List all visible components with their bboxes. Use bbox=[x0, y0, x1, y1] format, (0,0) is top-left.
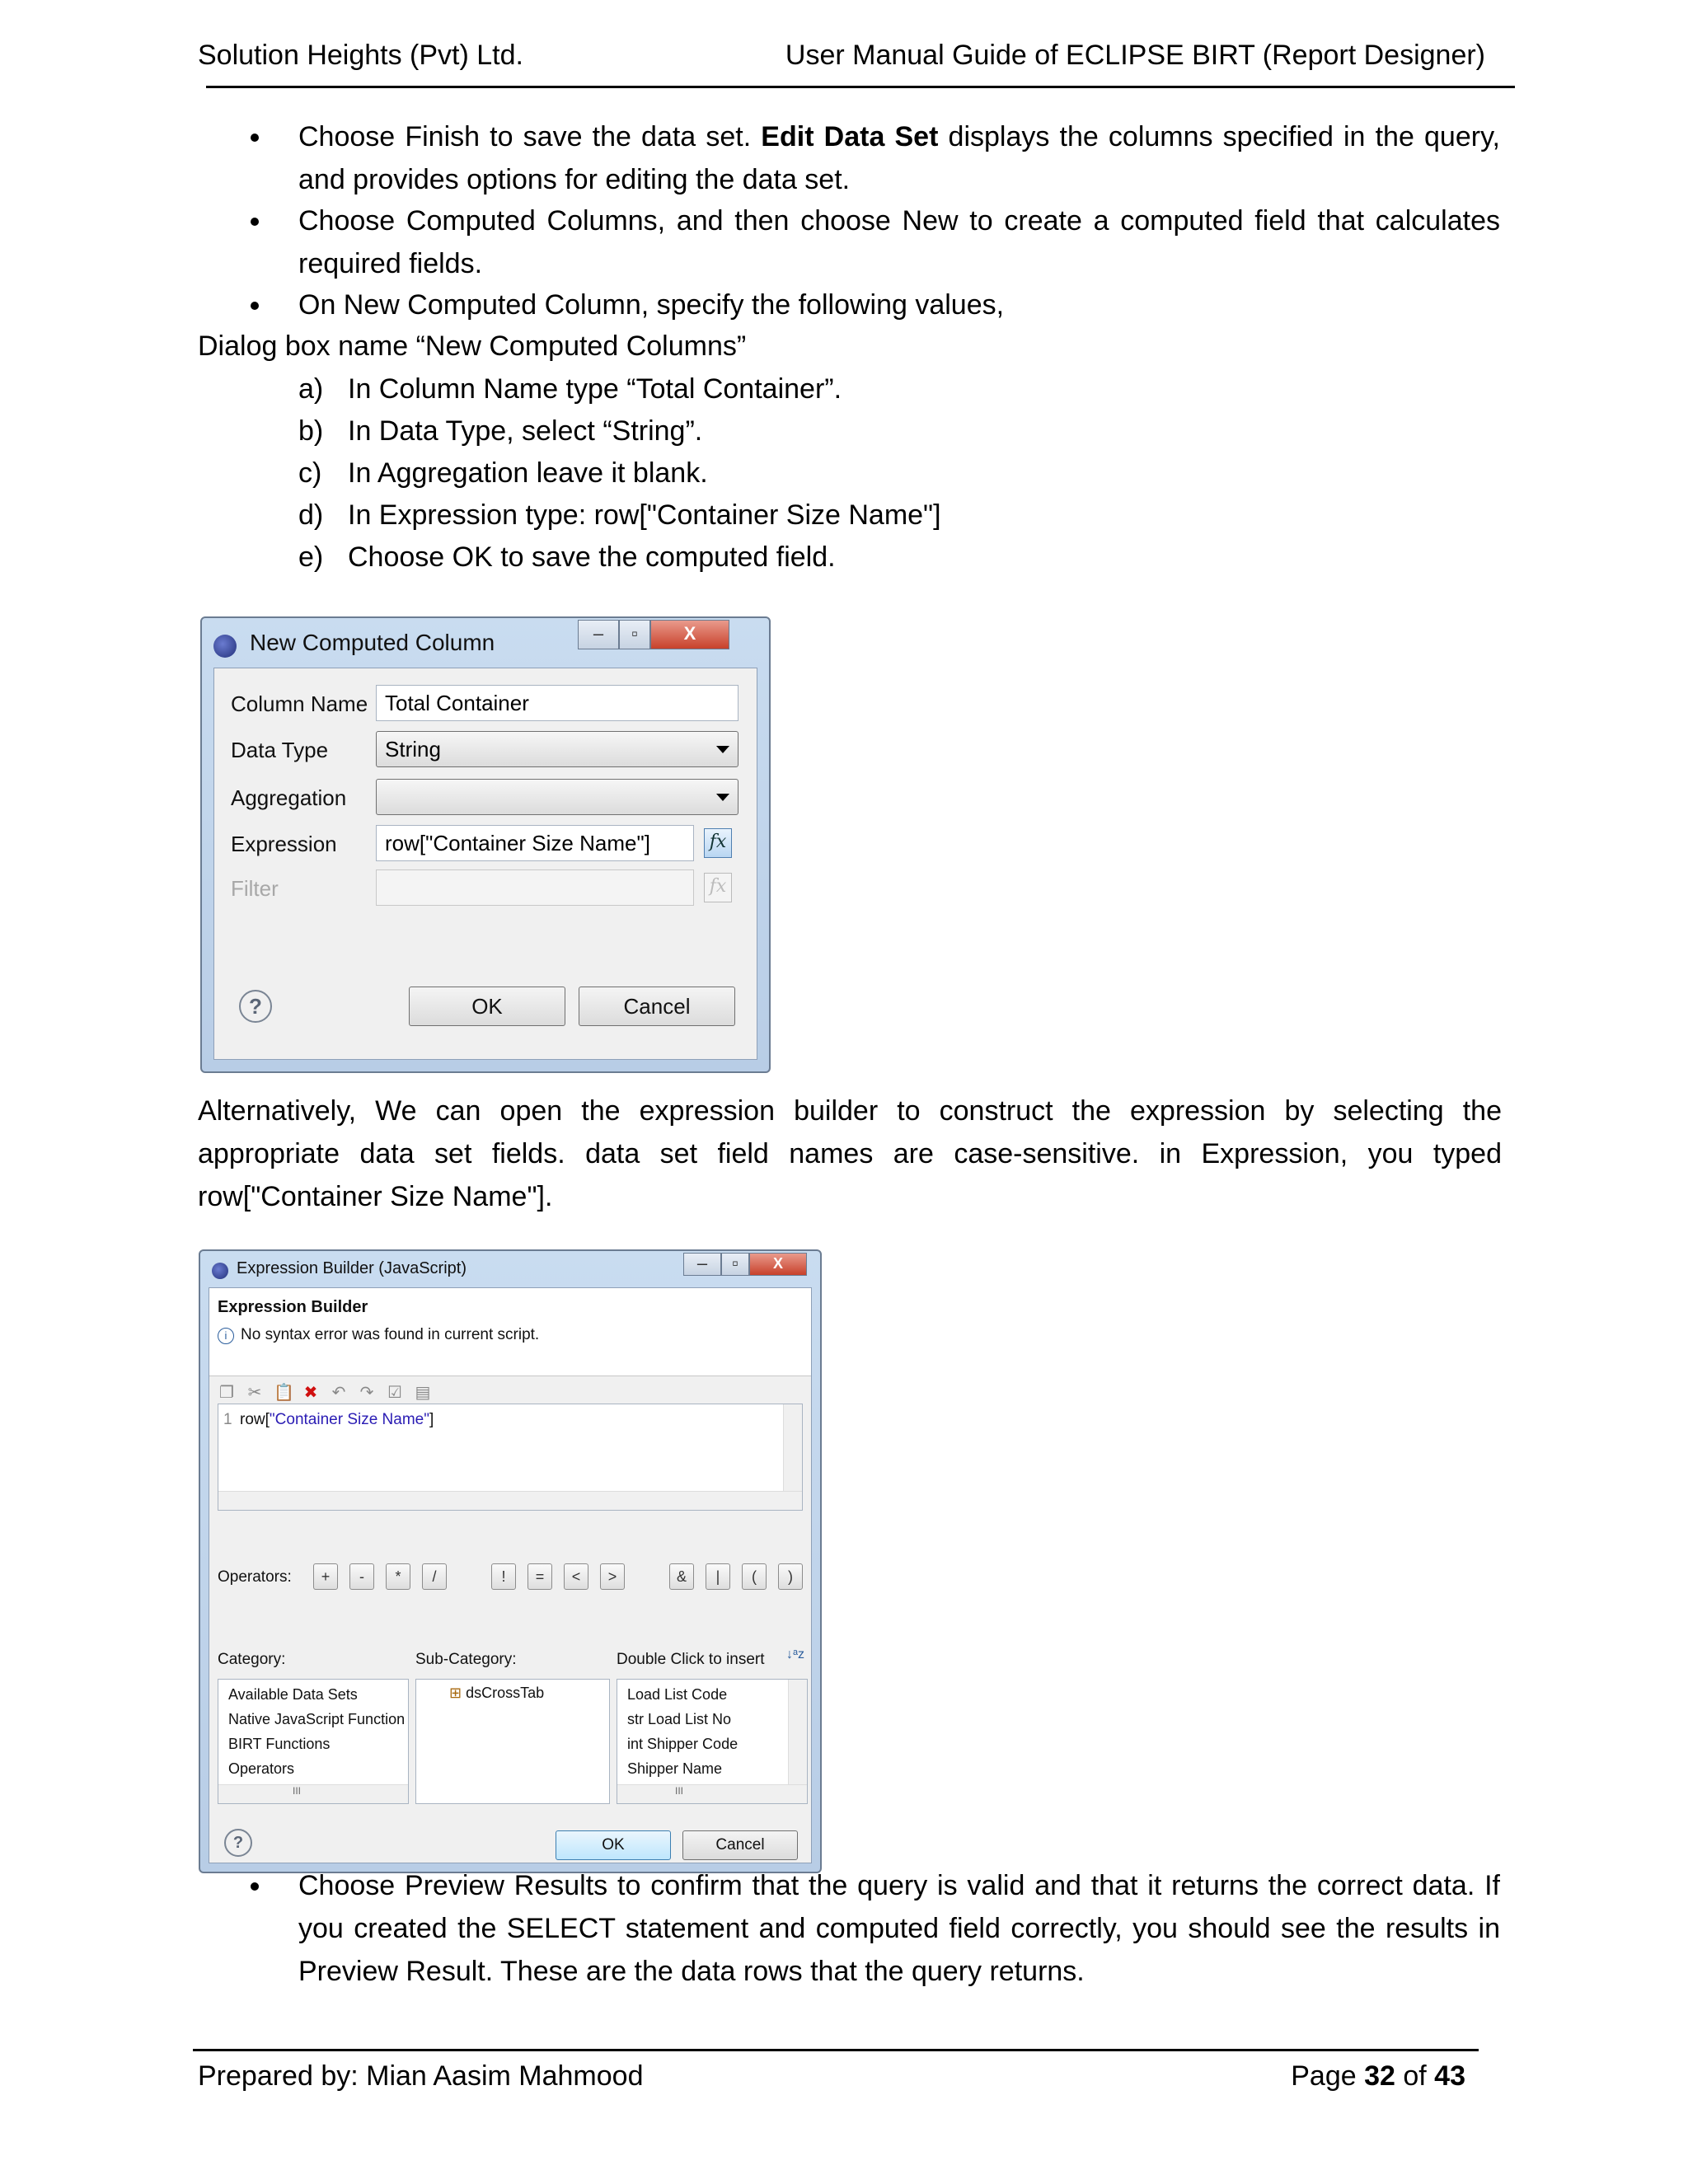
builder-heading: Expression Builder bbox=[218, 1298, 368, 1316]
header-rule bbox=[206, 86, 1515, 88]
dialog-title: Expression Builder (JavaScript) bbox=[237, 1259, 467, 1277]
chevron-down-icon bbox=[716, 746, 729, 753]
list-item[interactable]: str Load List No bbox=[627, 1711, 732, 1727]
info-icon: i bbox=[218, 1328, 234, 1344]
list-item[interactable]: Operators bbox=[228, 1760, 295, 1777]
edit-data-set-term: Edit Data Set bbox=[761, 121, 939, 152]
copy-icon[interactable]: ❐ bbox=[219, 1384, 234, 1402]
list-item[interactable]: Native JavaScript Function bbox=[228, 1711, 406, 1727]
ok-button[interactable]: OK bbox=[556, 1830, 671, 1860]
editor-horizontal-scrollbar[interactable] bbox=[218, 1491, 802, 1510]
operator-divide-button[interactable]: / bbox=[422, 1563, 447, 1590]
help-icon[interactable]: ? bbox=[224, 1829, 252, 1857]
alternatively-paragraph: Alternatively, We can open the expression builder to construct the expression by selecting the appropriate data set fields. data set field names are case-sensitive. in Expression, you typed row["Container Size Name"]. bbox=[198, 1095, 1502, 1212]
bullet-finish: Choose Finish to save the data set. Edit Data Set displays the columns specified in the query, and provides options for editing the data set. bbox=[298, 121, 1500, 195]
dialog-body bbox=[213, 668, 757, 1060]
expression-builder-dialog bbox=[199, 1249, 822, 1873]
fields-vertical-scrollbar[interactable] bbox=[788, 1680, 807, 1785]
footer-page-number: Page 32 of 43 bbox=[1291, 2060, 1465, 2092]
category-horizontal-scrollbar[interactable]: III bbox=[218, 1784, 408, 1803]
editor-vertical-scrollbar[interactable] bbox=[783, 1404, 802, 1492]
header-manual-title: User Manual Guide of ECLIPSE BIRT (Report Designer) bbox=[785, 40, 1485, 71]
cut-icon[interactable]: ✂ bbox=[247, 1384, 262, 1402]
data-type-label: Data Type bbox=[231, 738, 329, 762]
close-button[interactable] bbox=[650, 620, 729, 649]
operator-minus-button[interactable]: - bbox=[349, 1563, 374, 1590]
step-a: a) In Column Name type “Total Container”. bbox=[298, 373, 842, 405]
ok-button[interactable]: OK bbox=[409, 987, 565, 1026]
operator-or-button[interactable]: | bbox=[706, 1563, 730, 1590]
expression-builder-fx-icon[interactable]: fx bbox=[704, 828, 732, 858]
line-number: 1 bbox=[223, 1411, 232, 1428]
paste-icon[interactable]: 📋 bbox=[274, 1384, 294, 1402]
aggregation-select[interactable] bbox=[376, 779, 738, 815]
dialog-title: New Computed Column bbox=[250, 630, 495, 655]
bullet-new-computed-column: On New Computed Column, specify the following values, bbox=[298, 289, 1005, 321]
operator-and-button[interactable]: & bbox=[669, 1563, 694, 1590]
operator-less-button[interactable]: < bbox=[564, 1563, 588, 1590]
dialog-body bbox=[209, 1287, 812, 1863]
list-item[interactable]: Shipper Name bbox=[627, 1760, 723, 1777]
operator-not-button[interactable]: ! bbox=[491, 1563, 516, 1590]
subcategory-label: Sub-Category: bbox=[415, 1651, 517, 1668]
calculate-icon[interactable]: ▤ bbox=[415, 1384, 431, 1402]
category-label: Category: bbox=[218, 1651, 286, 1668]
minimize-button[interactable]: – bbox=[578, 620, 619, 649]
validate-icon[interactable]: ☑ bbox=[387, 1384, 402, 1402]
bullet-preview-results: Choose Preview Results to confirm that the query is valid and that it returns the correct data. If you created the SELECT statement and computed field correctly, you should see the results in Preview Result. These are the data rows that the query returns. bbox=[298, 1870, 1500, 1987]
footer-rule bbox=[193, 2049, 1479, 2051]
expression-input[interactable]: row["Container Size Name"] bbox=[376, 825, 694, 861]
operator-multiply-button[interactable]: * bbox=[386, 1563, 410, 1590]
eclipse-icon bbox=[213, 635, 237, 658]
insert-label: Double Click to insert bbox=[617, 1651, 765, 1668]
bullet-computed-columns: Choose Computed Columns, and then choose New to create a computed field that calculates required fields. bbox=[298, 205, 1500, 279]
list-item[interactable]: ⊞ dsCrossTab bbox=[449, 1685, 545, 1701]
step-d: d) In Expression type: row["Container Size Name"] bbox=[298, 499, 941, 531]
column-name-input[interactable]: Total Container bbox=[376, 685, 738, 721]
sort-az-icon[interactable]: ↓ᵃz bbox=[786, 1647, 804, 1661]
cancel-button[interactable]: Cancel bbox=[682, 1830, 798, 1860]
cancel-button[interactable]: Cancel bbox=[579, 987, 735, 1026]
header-company: Solution Heights (Pvt) Ltd. bbox=[198, 40, 523, 71]
minimize-button[interactable]: – bbox=[683, 1253, 721, 1276]
operator-close-paren-button[interactable]: ) bbox=[778, 1563, 803, 1590]
operator-open-paren-button[interactable]: ( bbox=[742, 1563, 767, 1590]
code-line: row["Container Size Name"] bbox=[240, 1411, 434, 1428]
step-e: e) Choose OK to save the computed field. bbox=[298, 541, 836, 573]
eclipse-icon bbox=[212, 1263, 228, 1279]
help-icon[interactable]: ? bbox=[239, 990, 272, 1023]
aggregation-label: Aggregation bbox=[231, 785, 347, 810]
operator-plus-button[interactable]: + bbox=[313, 1563, 338, 1590]
data-type-select[interactable]: String bbox=[376, 731, 738, 767]
column-name-label: Column Name bbox=[231, 691, 368, 716]
step-c: c) In Aggregation leave it blank. bbox=[298, 457, 708, 489]
step-b: b) In Data Type, select “String”. bbox=[298, 415, 703, 447]
filter-fx-icon: fx bbox=[704, 873, 732, 902]
list-item[interactable]: int Shipper Code bbox=[627, 1736, 738, 1752]
redo-icon[interactable]: ↷ bbox=[359, 1384, 374, 1402]
chevron-down-icon bbox=[716, 794, 729, 801]
expression-label: Expression bbox=[231, 832, 337, 856]
dialog-name-line: Dialog box name “New Computed Columns” bbox=[198, 330, 747, 362]
syntax-status: No syntax error was found in current script. bbox=[241, 1326, 540, 1343]
dialog-banner bbox=[209, 1288, 811, 1376]
operator-greater-button[interactable]: > bbox=[600, 1563, 625, 1590]
list-item[interactable]: BIRT Functions bbox=[228, 1736, 331, 1752]
footer-prepared-by: Prepared by: Mian Aasim Mahmood bbox=[198, 2060, 644, 2092]
filter-label: Filter bbox=[231, 876, 279, 901]
new-computed-column-dialog bbox=[200, 616, 771, 1073]
subcategory-list[interactable] bbox=[415, 1679, 610, 1804]
close-icon: X bbox=[772, 1255, 783, 1272]
editor-toolbar bbox=[218, 1384, 465, 1404]
close-button[interactable] bbox=[749, 1253, 807, 1276]
list-item[interactable]: Available Data Sets bbox=[228, 1686, 358, 1703]
script-editor[interactable] bbox=[218, 1404, 803, 1511]
maximize-button[interactable]: ▫ bbox=[721, 1253, 749, 1276]
undo-icon[interactable]: ↶ bbox=[331, 1384, 346, 1402]
operator-equals-button[interactable]: = bbox=[528, 1563, 552, 1590]
category-list[interactable] bbox=[218, 1679, 409, 1804]
close-icon: X bbox=[683, 623, 696, 644]
fields-list[interactable] bbox=[617, 1679, 808, 1804]
fields-horizontal-scrollbar[interactable]: III bbox=[617, 1784, 807, 1803]
filter-input bbox=[376, 869, 694, 906]
delete-icon[interactable]: ✖ bbox=[303, 1384, 318, 1402]
maximize-button[interactable]: ▫ bbox=[619, 620, 650, 649]
cube-icon: ⊞ bbox=[449, 1685, 462, 1701]
operators-label: Operators: bbox=[218, 1568, 292, 1586]
list-item[interactable]: Load List Code bbox=[627, 1686, 728, 1703]
